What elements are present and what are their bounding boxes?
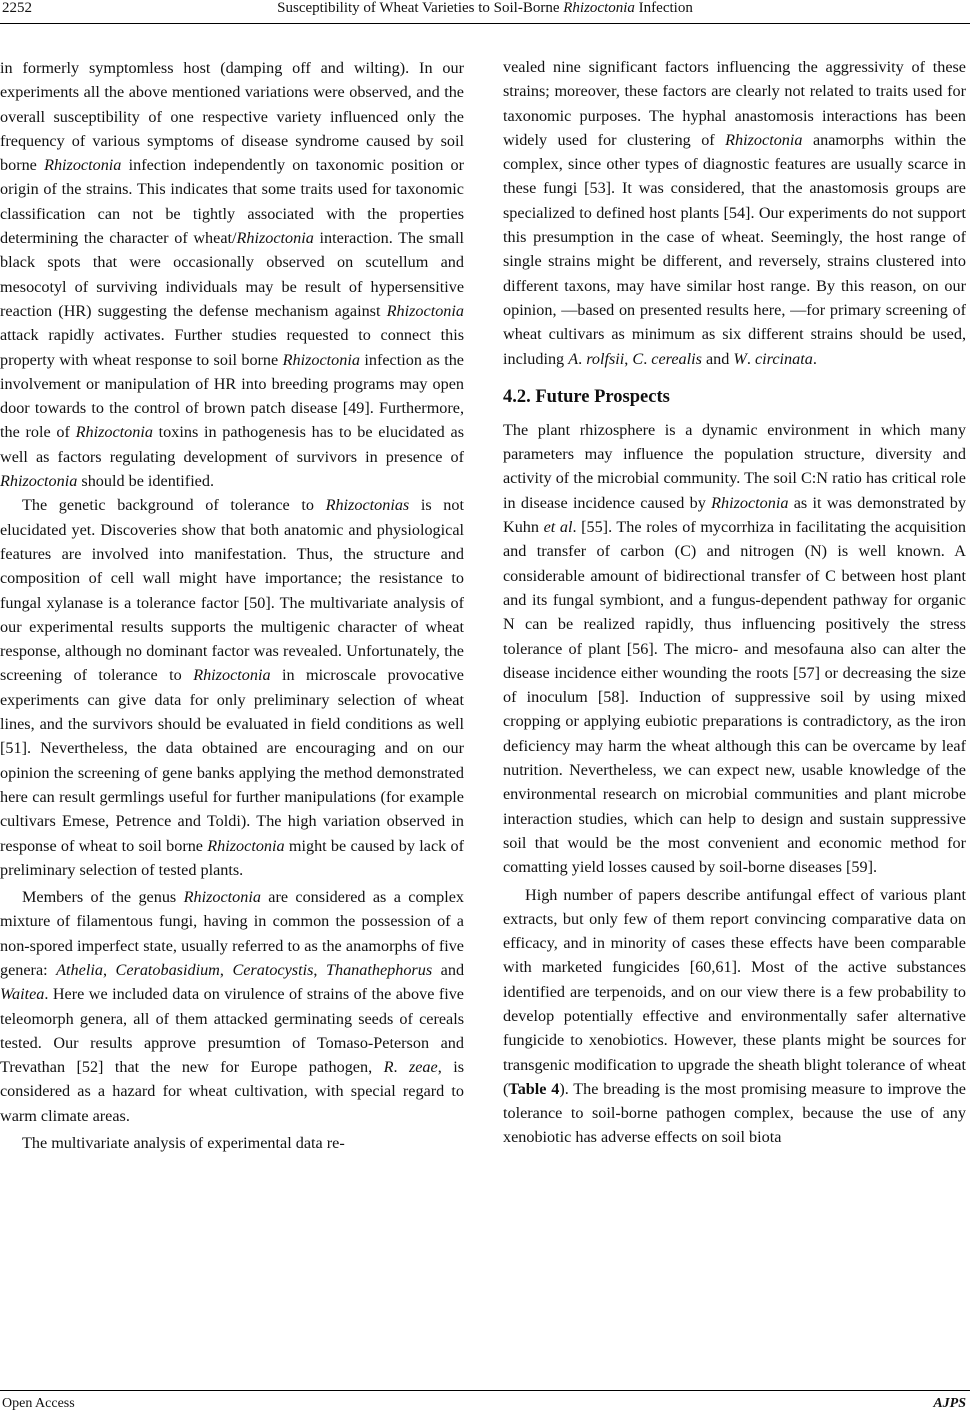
running-title: Susceptibility of Wheat Varieties to Soil-Borne Rhizoctonia Infection	[277, 0, 693, 16]
text-run: ,	[102, 960, 116, 979]
text-run: circinata	[754, 349, 813, 368]
text-run: rolfsii	[586, 349, 625, 368]
text-run: Rhizoctonias	[325, 496, 410, 515]
text-run: . Here we included data on virulence of strains of the above five teleomorph genera, all of them attacked germinating seeds of cereals tested. Our results approve presumtion of Tomaso-Peterson and Trevathan [52] that the new for Europe pathogen,	[0, 985, 464, 1077]
text-run: attack rapidly activates. Further studies requested to connect this property with wheat response to soil borne	[0, 326, 464, 369]
text-run: Thanathephorus	[325, 960, 433, 979]
text-run: Rhizoctonia	[75, 423, 153, 442]
text-run: Rhizoctonia	[183, 888, 261, 907]
text-run: interaction. The small black spots that were occasionally observed on scutellum and mesocotyl of surviving individuals may be result of hypersensitive reaction (HR) suggesting the defense mechanism against	[0, 229, 464, 320]
paragraph	[503, 418, 966, 880]
text-run: .	[746, 349, 755, 368]
text-run: Waitea	[0, 985, 45, 1004]
paragraph	[0, 493, 464, 882]
text-run: and	[432, 960, 465, 979]
text-run: Ceratobasidium	[115, 960, 220, 979]
text-run: Rhizoctonia	[207, 836, 285, 855]
text-run: A	[568, 349, 579, 368]
text-run: The genetic background of tolerance to	[22, 496, 326, 515]
text-run: Rhizoctonia	[711, 493, 789, 512]
text-run: ). The breading is the most promising measure to improve the tolerance to soil-borne pathogen complex, because the use of any xenobiotic has adverse effects on soil biota	[503, 1079, 966, 1147]
text-run: C	[632, 349, 644, 368]
text-run: The multivariate analysis of experimental data re-	[22, 1134, 345, 1153]
text-run: ,	[219, 960, 233, 979]
text-run: High number of papers describe antifungal effect of various plant extracts, but only few of them report convincing comparative data on efficacy, and in minority of cases these effects have been comparable with marketed fungicides [60,61]. Most of the active substances identified are terpenoids, and on our view there is a few probability to develop potentially effective and environmentally safer alternative fungicide to xenobiotics. However, these plants might be sources for transgenic modification to upgrade the sheath blight tolerance of wheat (	[503, 885, 966, 1098]
text-run: Table 4	[508, 1079, 560, 1098]
text-run: . [55]. The roles of mycorrhiza in facilitating the acquisition and transfer of carbon (C) and nitrogen (N) is well known. A considerable amount of bidirectional transfer of C between host plant and its fungal symbiont, and a fungus-dependent pathway for organic N can be realized rapidly, thus influencing positively the stress tolerance of plant [56]. The micro- and mesofauna also can alter the disease incidence either wounding the roots [57] or decreasing the size of inoculum [58]. Induction of suppressive soil by using mixed cropping or applying eubiotic preparations is contradictory, as the iron deficiency may harm the wheat although this can be overcame by leaf nutrition. Nevertheless, we can expect new, usable knowledge of the environmental research on microbial communities and plant microbe interaction studies, which can help to design and sustain suppressive soil that would be the most convenient and economic method for comatting yield losses caused by soil-borne diseases [59].	[503, 518, 966, 877]
text-run: Rhizoctonia	[193, 666, 271, 685]
text-run: Rhizoctonia	[725, 130, 803, 149]
text-run: Rhizoctonia	[0, 472, 78, 491]
left-column	[0, 56, 464, 1155]
text-run: ,	[313, 960, 326, 979]
text-run: Rhizoctonia	[282, 350, 360, 369]
footer-open-access: Open Access	[2, 1396, 75, 1411]
text-run: is not elucidated yet. Discoveries show that both anatomic and physiological features are involved into manifestation. Thus, the structure and composition of cell wall might have importance; the resistance to fungal xylanase is a tolerance factor [50]. The multivariate analysis of our experimental results supports the multigenic character of wheat response, although no dominant factor was revealed. Unfortunately, the screening of tolerance to	[0, 496, 464, 685]
text-run: Rhizoctonia	[44, 156, 122, 175]
text-run: cerealis	[651, 349, 702, 368]
text-run: and	[701, 349, 734, 368]
text-run: ,	[624, 349, 633, 368]
text-run: are considered as a complex mixture of filamentous fungi, having in common the possession of a non-spored imperfect state, usually referred to as the anamorphs of five genera:	[0, 888, 464, 979]
text-run: vealed nine significant factors influencing the aggressivity of these strains; moreover, these factors are clearly not related to traits used for taxonomic purposes. The hyphal anastomosis interactions has been widely used for clustering of	[503, 58, 966, 149]
text-run: infection as the involvement or manipulation of HR into breeding programs may open door towards to the control of brown patch disease [49]. Furthermore, the role of	[0, 350, 464, 442]
text-run: infection independently on taxonomic position or origin of the strains. This indicates that some traits used for taxonomic classification can not be tightly associated with the properties determining the character of wheat/	[0, 156, 465, 248]
text-run: .	[643, 349, 652, 368]
text-run: as it was demonstrated by Kuhn	[503, 493, 966, 537]
page-number: 2252	[2, 0, 32, 16]
text-run: W	[733, 349, 747, 368]
text-run: Members of the genus	[22, 888, 184, 907]
paragraph	[0, 1131, 464, 1155]
text-run: in microscale provocative experiments can give data for only preliminary selection of wheat lines, and the survivors should be evaluated in field conditions as well [51]. Nevertheless, the data obtained are encouraging and on our opinion the screening of gene banks applying the method demonstrated here can result germlings useful for further manipulations (for example cultivars Emese, Petrence and Toldi). The high variation observed in response of wheat to soil borne	[0, 666, 464, 855]
right-column	[503, 55, 966, 1150]
text-run: Rhizoctonia	[386, 301, 464, 320]
text-run: R	[383, 1058, 394, 1077]
text-run: et al	[543, 518, 573, 537]
text-run: .	[578, 349, 587, 368]
text-run: in formerly symptomless host (damping off and wilting). In our experiments all the above mentioned variations were observed, and the overall susceptibility of one respective variety influenced only the frequency of various symptoms of disease syndrome caused by soil borne	[0, 59, 464, 175]
text-run: .	[812, 349, 817, 368]
footer-rule	[0, 1390, 970, 1391]
header-rule	[0, 23, 970, 24]
footer-journal: AJPS	[933, 1396, 966, 1411]
paragraph	[0, 56, 464, 493]
section-heading: 4.2. Future Prospects	[503, 386, 670, 407]
text-run: anamorphs within the complex, since other types of diagnostic features are usually scarce in these fungi [53]. It was considered, that the anastomosis groups are specialized to defined host plants [54]. Our experiments do not support this presumption in the case of wheat. Seemingly, the host range of single strains might be different, and reversely, strains clustered into different taxons, may have similar host range. By this reason, on our opinion, —based on presented results here, —for primary screening of wheat cultivars as minimum as six different strains should be used, including	[503, 130, 967, 368]
text-run: zeae	[408, 1058, 438, 1077]
text-run: Ceratocystis	[232, 960, 314, 979]
text-run: toxins in pathogenesis has to be elucidated as well as factors regulating development of survivors in presence of	[0, 423, 464, 466]
text-run: Athelia	[56, 960, 103, 979]
text-run: might be caused by lack of preliminary selection of tested plants.	[0, 836, 464, 879]
paragraph	[503, 55, 966, 371]
page-footer	[0, 1396, 970, 1414]
text-run: The plant rhizosphere is a dynamic environment in which many parameters may influence the population structure, diversity and activity of the microbial community. The soil C:N ratio has critical role in disease incidence caused by	[503, 420, 966, 512]
paragraph	[503, 883, 966, 1150]
text-run: Rhizoctonia	[236, 229, 314, 248]
text-run: should be identified.	[77, 472, 215, 491]
paragraph	[0, 885, 464, 1128]
text-run: .	[393, 1058, 409, 1077]
text-run: , is considered as a hazard for wheat cultivation, with special regard to warm climate areas.	[0, 1058, 465, 1125]
page-header	[0, 0, 970, 24]
